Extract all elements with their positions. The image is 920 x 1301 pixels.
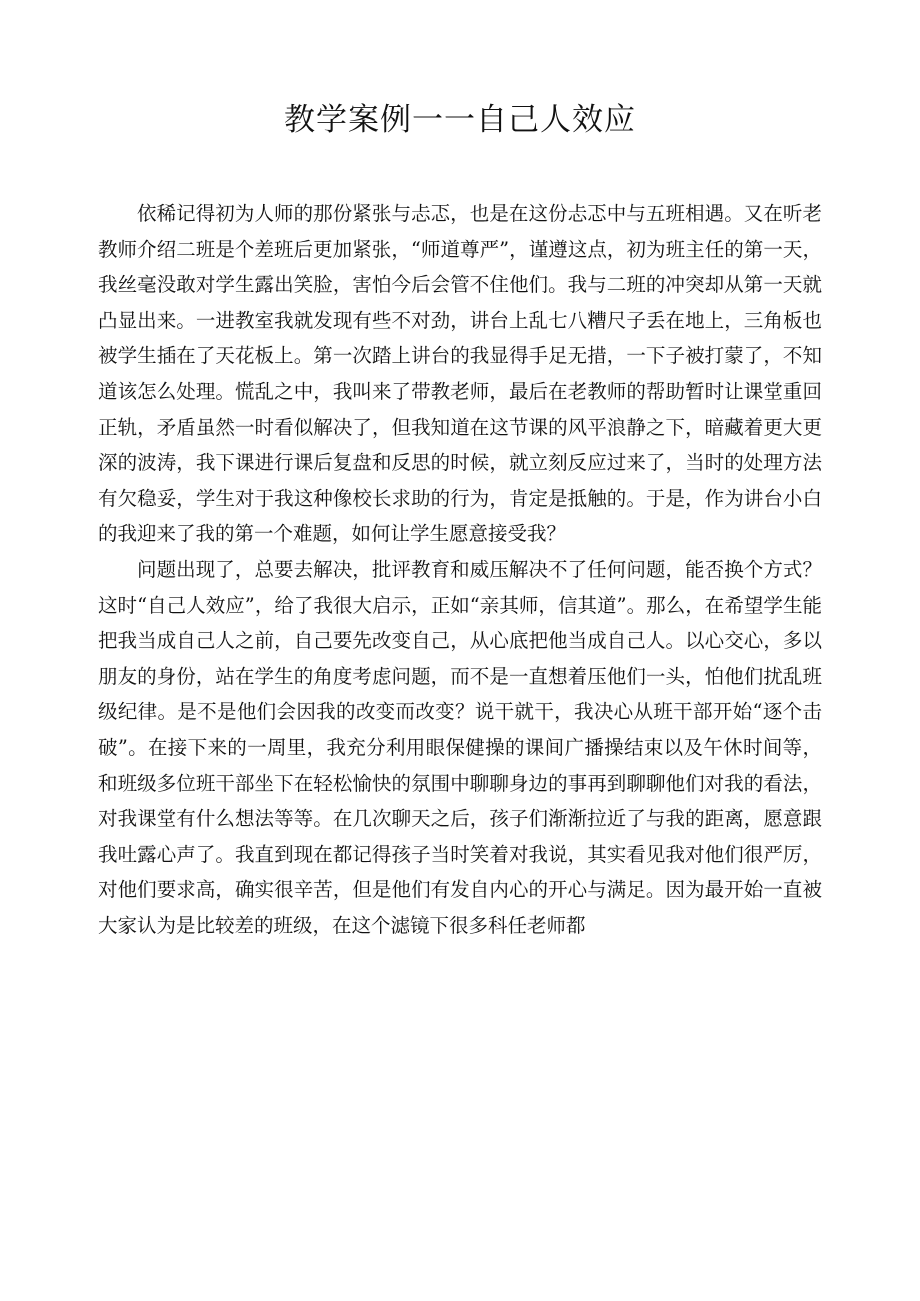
document-body xyxy=(98,196,822,943)
document-title: 教学案例一一自己人效应 xyxy=(284,102,636,138)
paragraph-1: 依稀记得初为人师的那份紧张与忐忑，也是在这份忐忑中与五班相遇。又在听老教师介绍二班是个差班后更加紧张，“师道尊严”，谨遵这点，初为班主任的第一天，我丝毫没敢对学生露出笑脸，害怕今后会管不住他们。我与二班的冲突却从第一天就凸显出来。一进教室我就发现有些不对劲，讲台上乱七八糟尺子丢在地上，三角板也被学生插在了天花板上。第一次踏上讲台的我显得手足无措，一下子被打蒙了，不知道该怎么处理。慌乱之中，我叫来了带教老师，最后在老教师的帮助暂时让课堂重回正轨，矛盾虽然一时看似解决了，但我知道在这节课的风平浪静之下，暗藏着更大更深的波涛，我下课进行课后复盘和反思的时候，就立刻反应过来了，当时的处理方法有欠稳妥，学生对于我这种像校长求助的行为，肯定是抵触的。于是，作为讲台小白的我迎来了我的第一个难题，如何让学生愿意接受我？ xyxy=(98,202,822,546)
paragraph-2: 问题出现了，总要去解决，批评教育和威压解决不了任何问题，能否换个方式？这时“自己人效应”，给了我很大启示，正如“亲其师，信其道”。那么，在希望学生能把我当成自己人之前，自己要先改变自己，从心底把他当成自己人。以心交心，多以朋友的身份，站在学生的角度考虑问题，而不是一直想着压他们一头，怕他们扰乱班级纪律。是不是他们会因我的改变而改变？说干就干，我决心从班干部开始“逐个击破”。在接下来的一周里，我充分利用眼保健操的课间广播操结束以及午休时间等，和班级多位班干部坐下在轻松愉快的氛围中聊聊身边的事再到聊聊他们对我的看法，对我课堂有什么想法等等。在几次聊天之后，孩子们渐渐拉近了与我的距离，愿意跟我吐露心声了。我直到现在都记得孩子当时笑着对我说，其实看见我对他们很严厉，对他们要求高，确实很辛苦，但是他们有发自内心的开心与满足。因为最开始一直被大家认为是比较差的班级，在这个滤镜下很多科任老师都 xyxy=(98,557,822,937)
